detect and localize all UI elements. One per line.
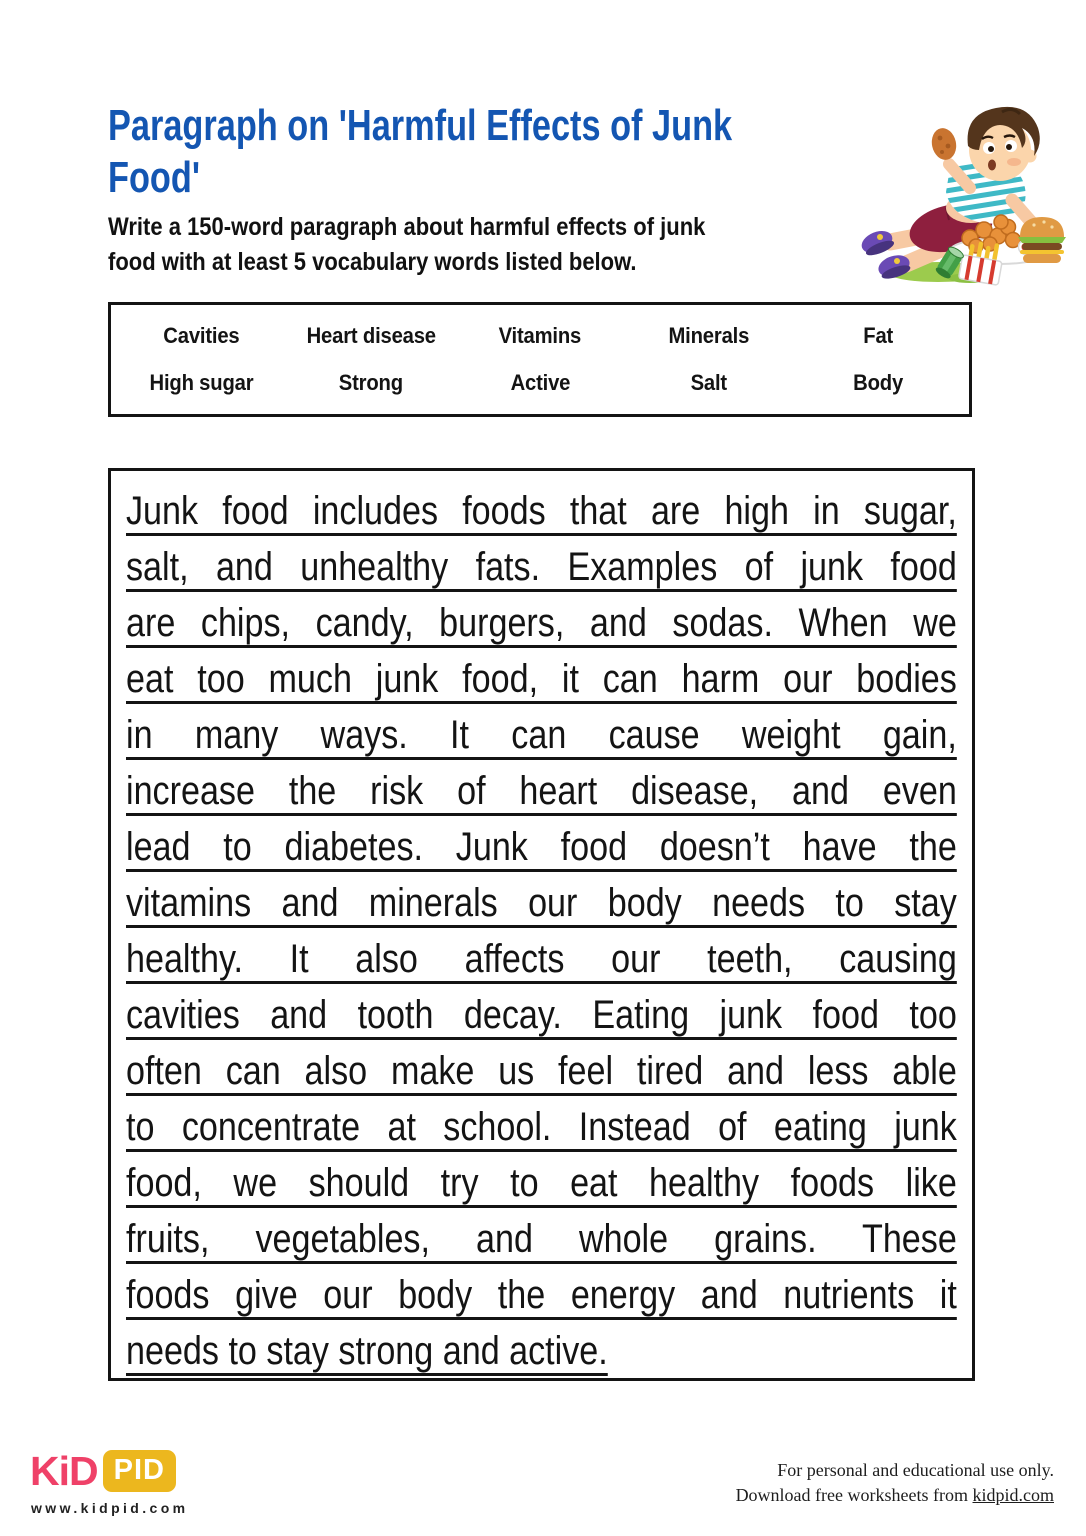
worksheet-line: eat too much junk food, it can harm our bodies [126, 657, 957, 701]
kidpid-website-url: www.kidpid.com [31, 1500, 189, 1516]
worksheet-line: healthy. It also affects our teeth, causing [126, 937, 957, 981]
vocab-word-cavities: Cavities [163, 323, 240, 349]
worksheet-line: in many ways. It can cause weight gain, [126, 713, 957, 757]
vocab-word-vitamins: Vitamins [498, 323, 582, 349]
kidpid-logo [30, 1447, 176, 1494]
worksheet-line: food, we should try to eat healthy foods like [126, 1161, 957, 1205]
worksheet-line: foods give our body the energy and nutrients it [126, 1273, 957, 1317]
boy-eating-junk-food-illustration [850, 96, 1072, 298]
usage-note [736, 1458, 1054, 1508]
vocab-word-minerals: Minerals [668, 323, 750, 349]
worksheet-line: Junk food includes foods that are high in sugar, [126, 489, 957, 533]
boy-head [968, 107, 1040, 181]
page-title [108, 100, 732, 204]
vocab-word-heart-disease: Heart disease [306, 323, 436, 349]
instruction-line1: Write a 150-word paragraph about harmful effects of junk [108, 213, 706, 241]
worksheet-line: increase the risk of heart disease, and even [126, 769, 957, 813]
worksheet-line: needs to stay strong and active. [126, 1329, 608, 1373]
vocab-word-body: Body [853, 369, 904, 395]
worksheet-line: vitamins and minerals our body needs to stay [126, 881, 957, 925]
page-title-line1: Paragraph on 'Harmful Effects of Junk [108, 101, 733, 150]
worksheet-line: cavities and tooth decay. Eating junk food too [126, 993, 957, 1037]
worksheet-line: to concentrate at school. Instead of eating junk [126, 1105, 957, 1149]
usage-note-line2: Download free worksheets from kidpid.com [735, 1485, 1054, 1505]
paragraph-text [126, 483, 957, 1379]
vocab-word-fat: Fat [863, 323, 894, 349]
worksheet-line: are chips, candy, burgers, and sodas. When we [126, 601, 957, 645]
instruction-text [108, 210, 705, 280]
instruction-line2: food with at least 5 vocabulary words listed below. [108, 248, 637, 276]
usage-note-line1: For personal and educational use only. [777, 1460, 1054, 1480]
worksheet-line: fruits, vegetables, and whole grains. These [126, 1217, 957, 1261]
page-title-line2: Food' [108, 153, 201, 202]
vocab-word-strong: Strong [338, 369, 403, 395]
kidpid-link[interactable]: kidpid.com [972, 1485, 1054, 1505]
hamburger-icon [1018, 217, 1066, 263]
fried-chicken-icon [929, 126, 959, 162]
kidpid-logo-kid-text: KiD [30, 1447, 98, 1494]
vocabulary-box [108, 302, 972, 417]
vocab-word-active: Active [510, 369, 570, 395]
kidpid-logo-pid-badge: PID [103, 1450, 176, 1492]
vocab-word-high-sugar: High sugar [149, 369, 254, 395]
worksheet-line: often can also make us feel tired and less able [126, 1049, 957, 1093]
vocab-word-salt: Salt [690, 369, 728, 395]
worksheet-line: salt, and unhealthy fats. Examples of junk food [126, 545, 957, 589]
worksheet-line: lead to diabetes. Junk food doesn’t have the [126, 825, 957, 869]
paragraph-answer-box [108, 468, 975, 1381]
